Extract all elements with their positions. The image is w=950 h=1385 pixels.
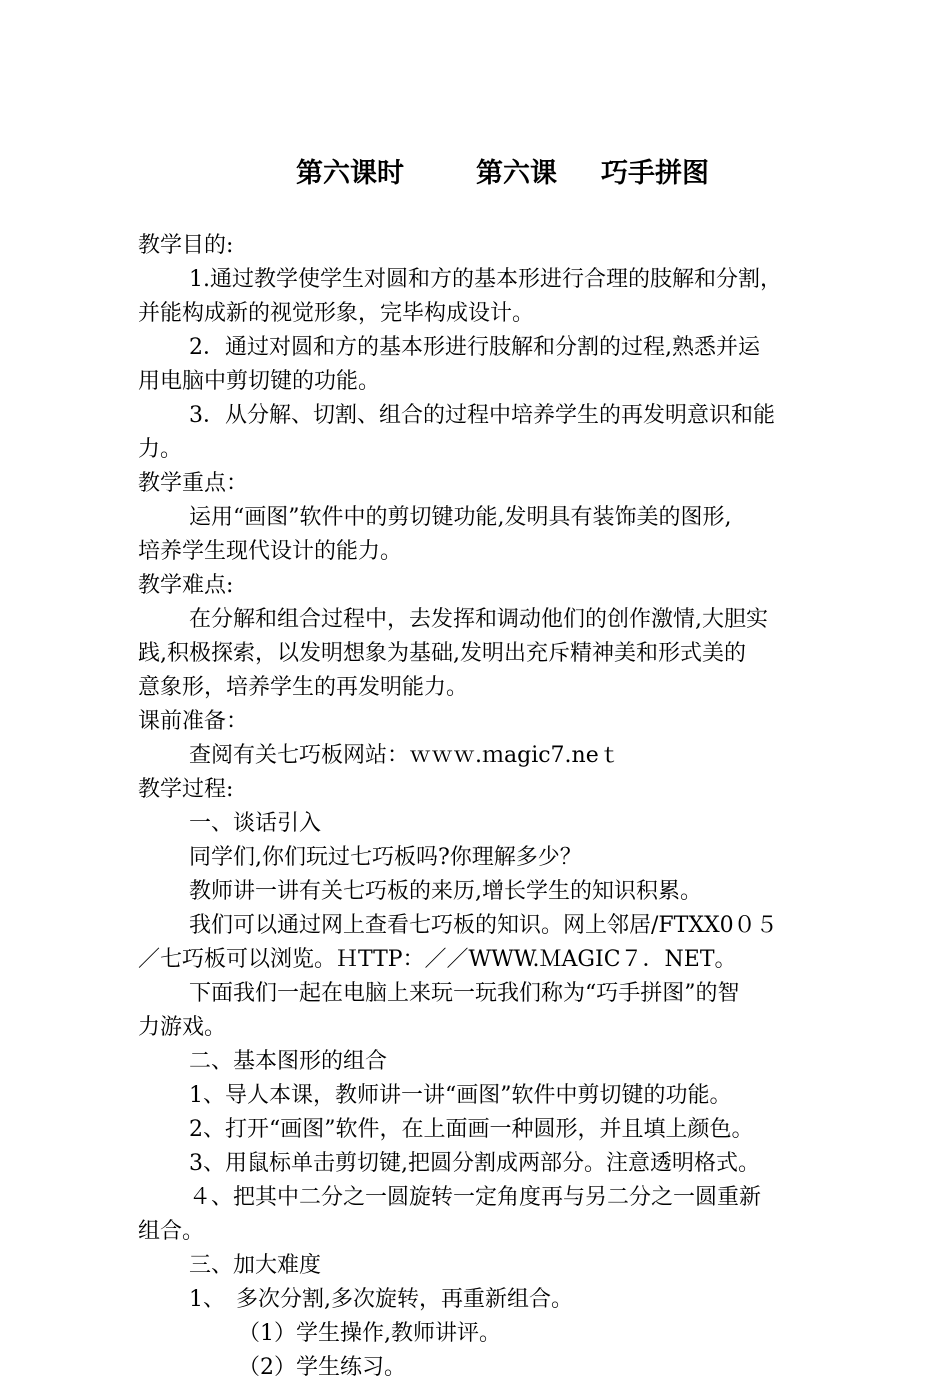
objective-1-line-2: 并能构成新的视觉形象，完毕构成设计。 — [138, 301, 535, 326]
difficulties-line-2: 践,积极探索，以发明想象为基础,发明出充斥精神美和形式美的 — [138, 641, 746, 666]
preparation-line-1: 查阅有关七巧板网站：ｗｗｗ.ｍagic7.neｔ — [189, 743, 621, 768]
section-heading-key-points: 教学重点： — [138, 471, 249, 496]
section-heading-objectives: 教学目的: — [138, 233, 234, 258]
process-paragraph: 下面我们一起在电脑上来玩一玩我们称为“巧手拼图”的智 — [189, 981, 740, 1006]
process-list-item: ４、把其中二分之一圆旋转一定角度再与另二分之一圆重新 — [189, 1185, 762, 1210]
process-paragraph: 力游戏。 — [138, 1015, 227, 1040]
process-sub-item: （2）学生练习。 — [238, 1355, 406, 1380]
difficulties-line-1: 在分解和组合过程中，去发挥和调动他们的创作激情,大胆实 — [189, 607, 768, 632]
lesson-period: 第六课时 — [296, 158, 404, 189]
key-points-line-1: 运用“画图”软件中的剪切键功能,发明具有装饰美的图形, — [189, 505, 732, 530]
process-list-item: 1、 多次分割,多次旋转，再重新组合。 — [189, 1287, 573, 1312]
process-paragraph: 我们可以通过网上查看七巧板的知识。网上邻居/FTXX0０５ — [189, 913, 778, 938]
lesson-body — [138, 229, 878, 1385]
section-heading-process: 教学过程: — [138, 777, 234, 802]
objective-3-line-1: 3．从分解、切割、组合的过程中培养学生的再发明意识和能 — [189, 403, 775, 428]
section-heading-preparation: 课前准备： — [138, 709, 249, 734]
process-step-1-heading: 一、谈话引入 — [189, 811, 322, 836]
process-paragraph: ／七巧板可以浏览。ＨTTP：／／WWW.ＭAGIC７．NET。 — [138, 947, 737, 972]
difficulties-line-3: 意象形，培养学生的再发明能力。 — [138, 675, 469, 700]
key-points-line-2: 培养学生现代设计的能力。 — [138, 539, 403, 564]
process-step-2-heading: 二、基本图形的组合 — [189, 1049, 388, 1074]
objective-1-line-1: 1.通过教学使学生对圆和方的基本形进行合理的肢解和分割， — [189, 267, 782, 292]
lesson-title — [0, 156, 950, 192]
objective-2-line-1: 2．通过对圆和方的基本形进行肢解和分割的过程,熟悉并运 — [189, 335, 760, 360]
lesson-name: 巧手拼图 — [601, 158, 709, 189]
process-list-item: 2、打开“画图”软件，在上面画一种圆形，并且填上颜色。 — [189, 1117, 754, 1142]
section-heading-difficulties: 教学难点: — [138, 573, 234, 598]
process-list-item: 3、用鼠标单击剪切键,把圆分割成两部分。注意透明格式。 — [189, 1151, 760, 1176]
process-sub-item: （1）学生操作,教师讲评。 — [238, 1321, 501, 1346]
objective-2-line-2: 用电脑中剪切键的功能。 — [138, 369, 381, 394]
process-paragraph: 教师讲一讲有关七巧板的来历,增长学生的知识积累。 — [189, 879, 702, 904]
process-list-item: 组合。 — [138, 1219, 205, 1244]
objective-3-line-2: 力。 — [138, 437, 183, 462]
process-step-3-heading: 三、加大难度 — [189, 1253, 322, 1278]
lesson-number: 第六课 — [476, 158, 557, 189]
process-paragraph: 同学们,你们玩过七巧板吗?你理解多少？ — [189, 845, 582, 870]
process-list-item: 1、导人本课，教师讲一讲“画图”软件中剪切键的功能。 — [189, 1083, 732, 1108]
